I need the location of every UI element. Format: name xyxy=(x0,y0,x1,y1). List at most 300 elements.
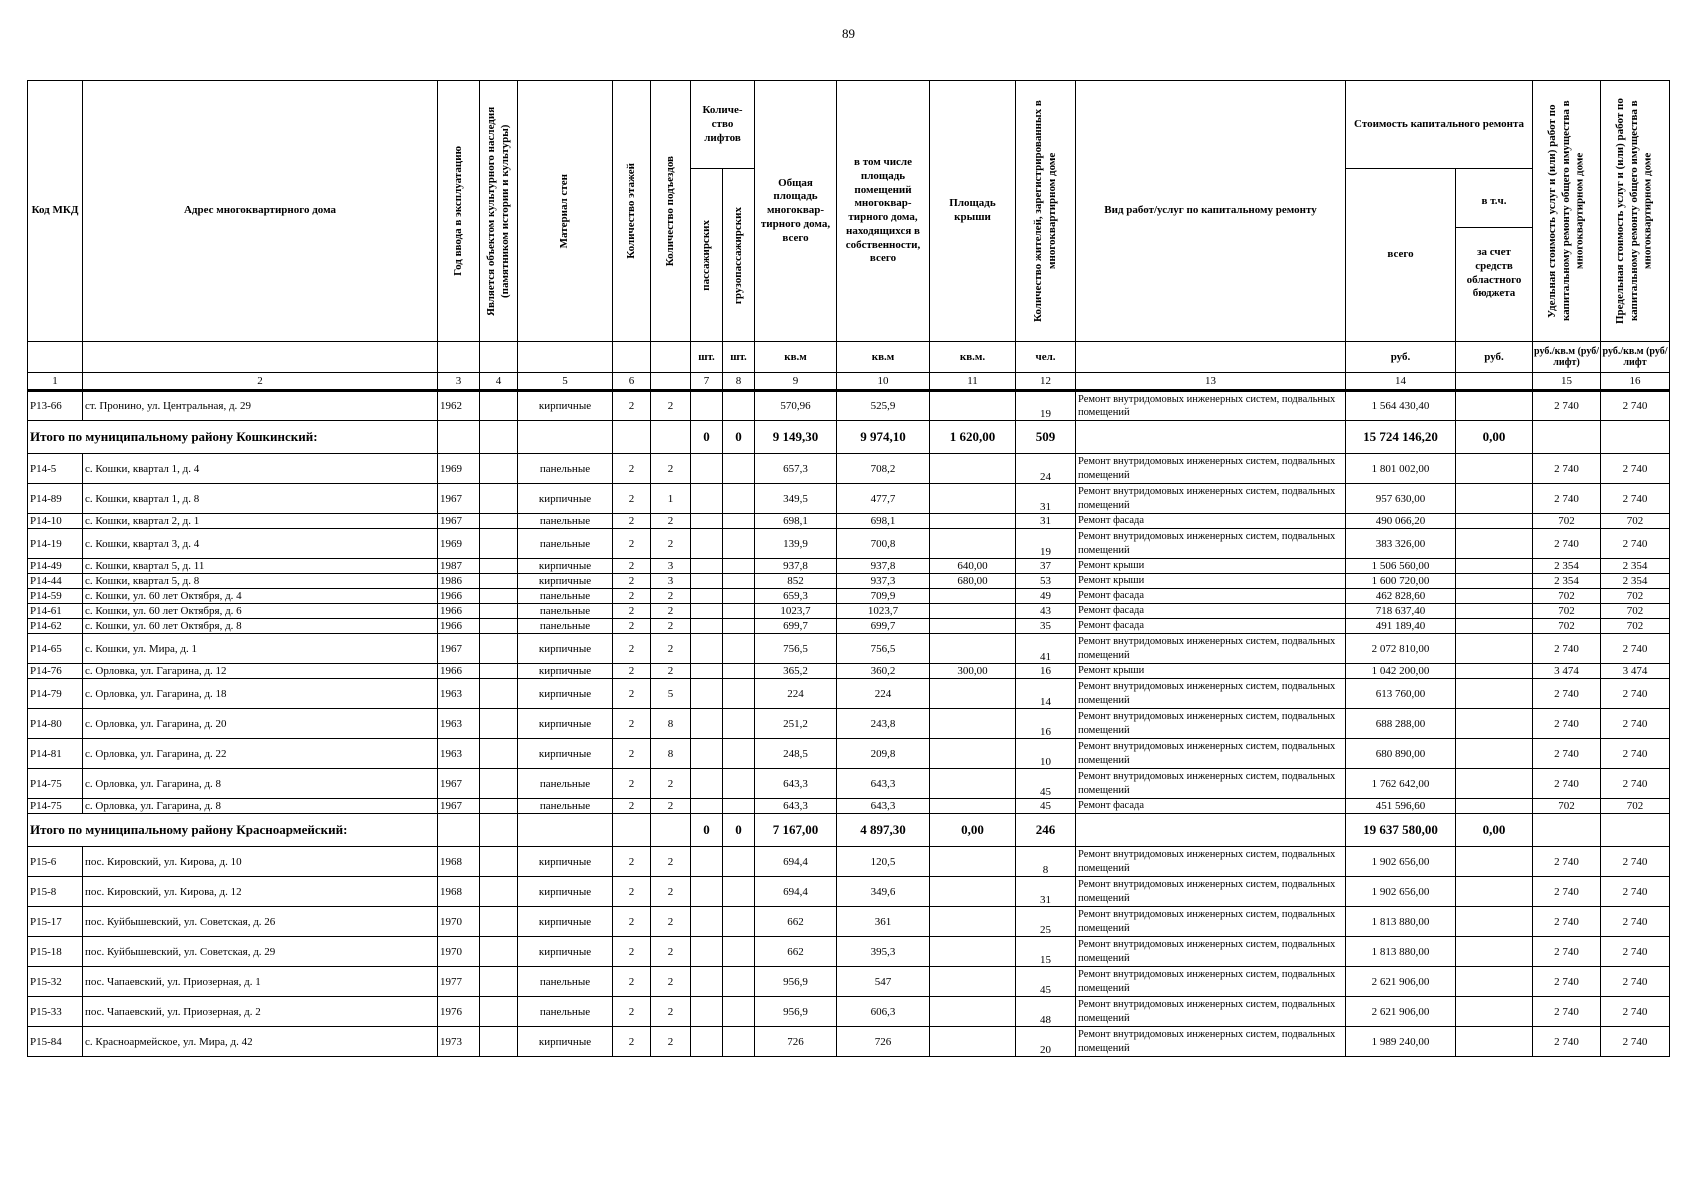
cost-total: 613 760,00 xyxy=(1346,679,1456,709)
passenger-lifts xyxy=(691,709,723,739)
heritage-cell xyxy=(480,847,518,877)
cost-total: 383 326,00 xyxy=(1346,529,1456,559)
residents-count: 43 xyxy=(1016,604,1076,619)
entrances-count: 2 xyxy=(651,967,691,997)
max-cost: 2 740 xyxy=(1601,967,1670,997)
empty-cell xyxy=(651,421,691,454)
house-code: Р14-49 xyxy=(28,559,83,574)
commission-year: 1963 xyxy=(438,739,480,769)
heritage-cell xyxy=(480,1027,518,1057)
commission-year: 1976 xyxy=(438,997,480,1027)
house-address: с. Орловка, ул. Гагарина, д. 8 xyxy=(83,769,438,799)
roof-area xyxy=(930,391,1016,421)
max-cost: 2 740 xyxy=(1601,739,1670,769)
house-code: Р15-6 xyxy=(28,847,83,877)
unit-cost: 2 740 xyxy=(1533,967,1601,997)
roof-area xyxy=(930,847,1016,877)
heritage-cell xyxy=(480,769,518,799)
entrances-count: 2 xyxy=(651,619,691,634)
header-cost-total: всего xyxy=(1346,169,1456,342)
table-row xyxy=(28,514,1670,529)
column-number: 12 xyxy=(1016,373,1076,391)
cost-total: 490 066,20 xyxy=(1346,514,1456,529)
max-cost: 2 740 xyxy=(1601,529,1670,559)
roof-area xyxy=(930,769,1016,799)
header-unit-cost: Удельная стоимость услуг и (или) работ по капитальному ремонту общего имущества в многоквартирном доме xyxy=(1533,81,1601,342)
total-area: 699,7 xyxy=(755,619,837,634)
wall-material: кирпичные xyxy=(518,739,613,769)
house-address: пос. Кировский, ул. Кирова, д. 12 xyxy=(83,877,438,907)
wall-material: кирпичные xyxy=(518,484,613,514)
total-passenger-lifts: 0 xyxy=(691,814,723,847)
unit-cost: 2 740 xyxy=(1533,739,1601,769)
cost-budget xyxy=(1456,877,1533,907)
commission-year: 1969 xyxy=(438,454,480,484)
empty-cell xyxy=(1533,814,1601,847)
roof-area xyxy=(930,529,1016,559)
heritage-cell xyxy=(480,574,518,589)
empty-cell xyxy=(1533,421,1601,454)
work-type: Ремонт крыши xyxy=(1076,574,1346,589)
house-code: Р14-61 xyxy=(28,604,83,619)
passenger-lifts xyxy=(691,604,723,619)
residents-count: 48 xyxy=(1016,997,1076,1027)
column-number: 16 xyxy=(1601,373,1670,391)
wall-material: панельные xyxy=(518,769,613,799)
house-address: с. Красноармейское, ул. Мира, д. 42 xyxy=(83,1027,438,1057)
freight-lifts xyxy=(723,529,755,559)
floors-count: 2 xyxy=(613,967,651,997)
column-number: 13 xyxy=(1076,373,1346,391)
unit-cost: 2 740 xyxy=(1533,634,1601,664)
freight-lifts xyxy=(723,847,755,877)
residents-count: 35 xyxy=(1016,619,1076,634)
house-address: с. Кошки, квартал 1, д. 8 xyxy=(83,484,438,514)
table-row xyxy=(28,937,1670,967)
residents-count: 31 xyxy=(1016,877,1076,907)
work-type: Ремонт внутридомовых инженерных систем, подвальных помещений xyxy=(1076,634,1346,664)
entrances-count: 2 xyxy=(651,634,691,664)
max-cost: 2 740 xyxy=(1601,997,1670,1027)
house-code: Р15-17 xyxy=(28,907,83,937)
empty-cell xyxy=(480,814,518,847)
unit-cost: 2 354 xyxy=(1533,559,1601,574)
cost-total: 1 801 002,00 xyxy=(1346,454,1456,484)
passenger-lifts xyxy=(691,619,723,634)
residents-count: 15 xyxy=(1016,937,1076,967)
house-code: Р14-10 xyxy=(28,514,83,529)
floors-count: 2 xyxy=(613,529,651,559)
residents-count: 41 xyxy=(1016,634,1076,664)
header-incl: в т.ч. xyxy=(1456,189,1532,228)
passenger-lifts xyxy=(691,877,723,907)
floors-count: 2 xyxy=(613,937,651,967)
freight-lifts xyxy=(723,997,755,1027)
table-row xyxy=(28,484,1670,514)
owned-area: 209,8 xyxy=(837,739,930,769)
commission-year: 1986 xyxy=(438,574,480,589)
owned-area: 349,6 xyxy=(837,877,930,907)
freight-lifts xyxy=(723,619,755,634)
max-cost: 702 xyxy=(1601,799,1670,814)
passenger-lifts xyxy=(691,679,723,709)
unit-cost: 2 740 xyxy=(1533,529,1601,559)
owned-area: 699,7 xyxy=(837,619,930,634)
house-address: пос. Куйбышевский, ул. Советская, д. 29 xyxy=(83,937,438,967)
commission-year: 1967 xyxy=(438,514,480,529)
total-budget: 0,00 xyxy=(1456,814,1533,847)
unit-cell: шт. xyxy=(691,342,723,373)
header-heritage: Является объектом культурного наследия (памятником истории и культуры) xyxy=(480,81,518,342)
owned-area: 525,9 xyxy=(837,391,930,421)
work-type: Ремонт внутридомовых инженерных систем, подвальных помещений xyxy=(1076,454,1346,484)
heritage-cell xyxy=(480,709,518,739)
cost-budget xyxy=(1456,619,1533,634)
freight-lifts xyxy=(723,907,755,937)
floors-count: 2 xyxy=(613,1027,651,1057)
house-address: с. Кошки, квартал 5, д. 11 xyxy=(83,559,438,574)
heritage-cell xyxy=(480,559,518,574)
passenger-lifts xyxy=(691,484,723,514)
max-cost: 2 354 xyxy=(1601,574,1670,589)
unit-cost: 702 xyxy=(1533,589,1601,604)
floors-count: 2 xyxy=(613,997,651,1027)
max-cost: 2 740 xyxy=(1601,391,1670,421)
cost-total: 1 564 430,40 xyxy=(1346,391,1456,421)
owned-area: 700,8 xyxy=(837,529,930,559)
total-label: Итого по муниципальному району Кошкинский: xyxy=(28,421,438,454)
owned-area: 224 xyxy=(837,679,930,709)
cost-total: 1 902 656,00 xyxy=(1346,877,1456,907)
house-code: Р15-8 xyxy=(28,877,83,907)
house-address: с. Орловка, ул. Гагарина, д. 18 xyxy=(83,679,438,709)
unit-cell: кв.м xyxy=(755,342,837,373)
total-area: 7 167,00 xyxy=(755,814,837,847)
entrances-count: 1 xyxy=(651,484,691,514)
cost-budget xyxy=(1456,589,1533,604)
max-cost: 2 354 xyxy=(1601,559,1670,574)
column-number: 2 xyxy=(83,373,438,391)
heritage-cell xyxy=(480,604,518,619)
total-residents: 246 xyxy=(1016,814,1076,847)
total-owned-area: 9 974,10 xyxy=(837,421,930,454)
unit-cost: 2 740 xyxy=(1533,937,1601,967)
capital-repair-table xyxy=(27,80,1670,1057)
heritage-cell xyxy=(480,664,518,679)
house-address: ст. Пронино, ул. Центральная, д. 29 xyxy=(83,391,438,421)
max-cost: 702 xyxy=(1601,619,1670,634)
cost-budget xyxy=(1456,529,1533,559)
table-row xyxy=(28,391,1670,421)
owned-area: 643,3 xyxy=(837,769,930,799)
commission-year: 1962 xyxy=(438,391,480,421)
table-header xyxy=(28,81,1670,391)
work-type: Ремонт фасада xyxy=(1076,514,1346,529)
unit-cell: кв.м. xyxy=(930,342,1016,373)
empty-cell xyxy=(438,814,480,847)
cost-total: 462 828,60 xyxy=(1346,589,1456,604)
cost-total: 1 506 560,00 xyxy=(1346,559,1456,574)
cost-total: 718 637,40 xyxy=(1346,604,1456,619)
residents-count: 53 xyxy=(1016,574,1076,589)
header-cost-budget: в т.ч. за счет средств областного бюджета xyxy=(1456,169,1533,342)
header-freight-lifts: грузопассажирских xyxy=(723,169,755,342)
freight-lifts xyxy=(723,391,755,421)
column-number: 6 xyxy=(613,373,651,391)
total-area: 956,9 xyxy=(755,967,837,997)
commission-year: 1968 xyxy=(438,847,480,877)
table-row xyxy=(28,907,1670,937)
heritage-cell xyxy=(480,529,518,559)
empty-cell xyxy=(613,814,651,847)
max-cost: 2 740 xyxy=(1601,679,1670,709)
wall-material: кирпичные xyxy=(518,679,613,709)
passenger-lifts xyxy=(691,574,723,589)
roof-area xyxy=(930,907,1016,937)
commission-year: 1970 xyxy=(438,907,480,937)
entrances-count: 2 xyxy=(651,877,691,907)
commission-year: 1967 xyxy=(438,799,480,814)
unit-cost: 702 xyxy=(1533,799,1601,814)
header-wall-material: Материал стен xyxy=(518,81,613,342)
wall-material: панельные xyxy=(518,589,613,604)
header-total-area: Общая площадь многоквар-тирного дома, всего xyxy=(755,81,837,342)
unit-cell: кв.м xyxy=(837,342,930,373)
freight-lifts xyxy=(723,604,755,619)
house-address: с. Орловка, ул. Гагарина, д. 8 xyxy=(83,799,438,814)
floors-count: 2 xyxy=(613,709,651,739)
owned-area: 360,2 xyxy=(837,664,930,679)
owned-area: 756,5 xyxy=(837,634,930,664)
wall-material: кирпичные xyxy=(518,877,613,907)
freight-lifts xyxy=(723,739,755,769)
work-type: Ремонт внутридомовых инженерных систем, подвальных помещений xyxy=(1076,709,1346,739)
owned-area: 709,9 xyxy=(837,589,930,604)
house-address: с. Орловка, ул. Гагарина, д. 22 xyxy=(83,739,438,769)
residents-count: 45 xyxy=(1016,967,1076,997)
column-number: 10 xyxy=(837,373,930,391)
floors-count: 2 xyxy=(613,391,651,421)
unit-cost: 2 740 xyxy=(1533,877,1601,907)
owned-area: 120,5 xyxy=(837,847,930,877)
passenger-lifts xyxy=(691,559,723,574)
table-row xyxy=(28,664,1670,679)
max-cost: 2 740 xyxy=(1601,454,1670,484)
entrances-count: 2 xyxy=(651,664,691,679)
freight-lifts xyxy=(723,877,755,907)
floors-count: 2 xyxy=(613,484,651,514)
passenger-lifts xyxy=(691,907,723,937)
wall-material: кирпичные xyxy=(518,634,613,664)
unit-cost: 2 354 xyxy=(1533,574,1601,589)
entrances-count: 2 xyxy=(651,769,691,799)
total-area: 956,9 xyxy=(755,997,837,1027)
total-roof-area: 0,00 xyxy=(930,814,1016,847)
work-type: Ремонт фасада xyxy=(1076,604,1346,619)
wall-material: панельные xyxy=(518,604,613,619)
total-area: 9 149,30 xyxy=(755,421,837,454)
empty-cell xyxy=(518,421,613,454)
table-row xyxy=(28,769,1670,799)
heritage-cell xyxy=(480,679,518,709)
roof-area xyxy=(930,634,1016,664)
roof-area xyxy=(930,679,1016,709)
residents-count: 19 xyxy=(1016,391,1076,421)
wall-material: кирпичные xyxy=(518,574,613,589)
roof-area: 300,00 xyxy=(930,664,1016,679)
owned-area: 726 xyxy=(837,1027,930,1057)
table-row xyxy=(28,997,1670,1027)
max-cost: 2 740 xyxy=(1601,634,1670,664)
total-area: 698,1 xyxy=(755,514,837,529)
owned-area: 708,2 xyxy=(837,454,930,484)
work-type: Ремонт фасада xyxy=(1076,589,1346,604)
empty-cell xyxy=(480,421,518,454)
house-address: пос. Чапаевский, ул. Приозерная, д. 2 xyxy=(83,997,438,1027)
freight-lifts xyxy=(723,589,755,604)
wall-material: панельные xyxy=(518,529,613,559)
residents-count: 16 xyxy=(1016,709,1076,739)
work-type: Ремонт внутридомовых инженерных систем, подвальных помещений xyxy=(1076,907,1346,937)
house-code: Р14-79 xyxy=(28,679,83,709)
total-area: 937,8 xyxy=(755,559,837,574)
residents-count: 49 xyxy=(1016,589,1076,604)
table-row xyxy=(28,634,1670,664)
heritage-cell xyxy=(480,997,518,1027)
entrances-count: 2 xyxy=(651,799,691,814)
unit-cost: 2 740 xyxy=(1533,997,1601,1027)
column-number: 11 xyxy=(930,373,1016,391)
freight-lifts xyxy=(723,454,755,484)
floors-count: 2 xyxy=(613,574,651,589)
owned-area: 643,3 xyxy=(837,799,930,814)
header-residents: Количество жителей, зарегистрированных в многоквартирном доме xyxy=(1016,81,1076,342)
floors-count: 2 xyxy=(613,619,651,634)
house-code: Р14-75 xyxy=(28,799,83,814)
passenger-lifts xyxy=(691,1027,723,1057)
floors-count: 2 xyxy=(613,634,651,664)
max-cost: 702 xyxy=(1601,604,1670,619)
cost-budget xyxy=(1456,454,1533,484)
owned-area: 698,1 xyxy=(837,514,930,529)
work-type: Ремонт внутридомовых инженерных систем, подвальных помещений xyxy=(1076,391,1346,421)
table-row xyxy=(28,679,1670,709)
freight-lifts xyxy=(723,634,755,664)
house-code: Р14-76 xyxy=(28,664,83,679)
owned-area: 477,7 xyxy=(837,484,930,514)
residents-count: 25 xyxy=(1016,907,1076,937)
house-code: Р14-75 xyxy=(28,769,83,799)
cost-budget xyxy=(1456,799,1533,814)
passenger-lifts xyxy=(691,967,723,997)
entrances-count: 2 xyxy=(651,847,691,877)
cost-total: 688 288,00 xyxy=(1346,709,1456,739)
total-freight-lifts: 0 xyxy=(723,421,755,454)
column-number: 15 xyxy=(1533,373,1601,391)
header-owned-area: в том числе площадь помещений многоквар-тирного дома, находящихся в собственности, всего xyxy=(837,81,930,342)
wall-material: панельные xyxy=(518,997,613,1027)
entrances-count: 5 xyxy=(651,679,691,709)
passenger-lifts xyxy=(691,391,723,421)
floors-count: 2 xyxy=(613,907,651,937)
owned-area: 361 xyxy=(837,907,930,937)
work-type: Ремонт внутридомовых инженерных систем, подвальных помещений xyxy=(1076,484,1346,514)
header-roof-area: Площадь крыши xyxy=(930,81,1016,342)
table-row xyxy=(28,739,1670,769)
commission-year: 1967 xyxy=(438,634,480,664)
unit-cost: 702 xyxy=(1533,619,1601,634)
empty-cell xyxy=(1076,421,1346,454)
cost-total: 2 072 810,00 xyxy=(1346,634,1456,664)
wall-material: кирпичные xyxy=(518,907,613,937)
freight-lifts xyxy=(723,514,755,529)
cost-total: 680 890,00 xyxy=(1346,739,1456,769)
commission-year: 1973 xyxy=(438,1027,480,1057)
freight-lifts xyxy=(723,709,755,739)
residents-count: 45 xyxy=(1016,799,1076,814)
roof-area xyxy=(930,997,1016,1027)
entrances-count: 2 xyxy=(651,604,691,619)
max-cost: 2 740 xyxy=(1601,1027,1670,1057)
entrances-count: 2 xyxy=(651,937,691,967)
freight-lifts xyxy=(723,937,755,967)
empty-cell xyxy=(438,421,480,454)
commission-year: 1966 xyxy=(438,604,480,619)
owned-area: 547 xyxy=(837,967,930,997)
freight-lifts xyxy=(723,664,755,679)
total-area: 365,2 xyxy=(755,664,837,679)
work-type: Ремонт фасада xyxy=(1076,799,1346,814)
owned-area: 937,8 xyxy=(837,559,930,574)
cost-budget xyxy=(1456,514,1533,529)
unit-cost: 2 740 xyxy=(1533,679,1601,709)
freight-lifts xyxy=(723,769,755,799)
floors-count: 2 xyxy=(613,664,651,679)
cost-budget xyxy=(1456,574,1533,589)
residents-count: 24 xyxy=(1016,454,1076,484)
floors-count: 2 xyxy=(613,799,651,814)
roof-area xyxy=(930,619,1016,634)
header-floors: Количество этажей xyxy=(613,81,651,342)
max-cost: 2 740 xyxy=(1601,847,1670,877)
header-year: Год ввода в эксплуатацию xyxy=(438,81,480,342)
total-freight-lifts: 0 xyxy=(723,814,755,847)
commission-year: 1966 xyxy=(438,664,480,679)
district-total-row xyxy=(28,421,1670,454)
house-address: с. Орловка, ул. Гагарина, д. 20 xyxy=(83,709,438,739)
house-code: Р14-81 xyxy=(28,739,83,769)
work-type: Ремонт внутридомовых инженерных систем, подвальных помещений xyxy=(1076,1027,1346,1057)
passenger-lifts xyxy=(691,847,723,877)
table-row xyxy=(28,1027,1670,1057)
roof-area xyxy=(930,454,1016,484)
work-type: Ремонт фасада xyxy=(1076,619,1346,634)
work-type: Ремонт внутридомовых инженерных систем, подвальных помещений xyxy=(1076,739,1346,769)
total-area: 657,3 xyxy=(755,454,837,484)
cost-budget xyxy=(1456,739,1533,769)
house-address: с. Кошки, квартал 1, д. 4 xyxy=(83,454,438,484)
column-number: 9 xyxy=(755,373,837,391)
cost-budget xyxy=(1456,664,1533,679)
header-work-type: Вид работ/услуг по капитальному ремонту xyxy=(1076,81,1346,342)
floors-count: 2 xyxy=(613,847,651,877)
roof-area xyxy=(930,514,1016,529)
total-owned-area: 4 897,30 xyxy=(837,814,930,847)
table-row xyxy=(28,454,1670,484)
house-address: с. Кошки, ул. 60 лет Октября, д. 6 xyxy=(83,604,438,619)
district-total-row xyxy=(28,814,1670,847)
max-cost: 2 740 xyxy=(1601,769,1670,799)
